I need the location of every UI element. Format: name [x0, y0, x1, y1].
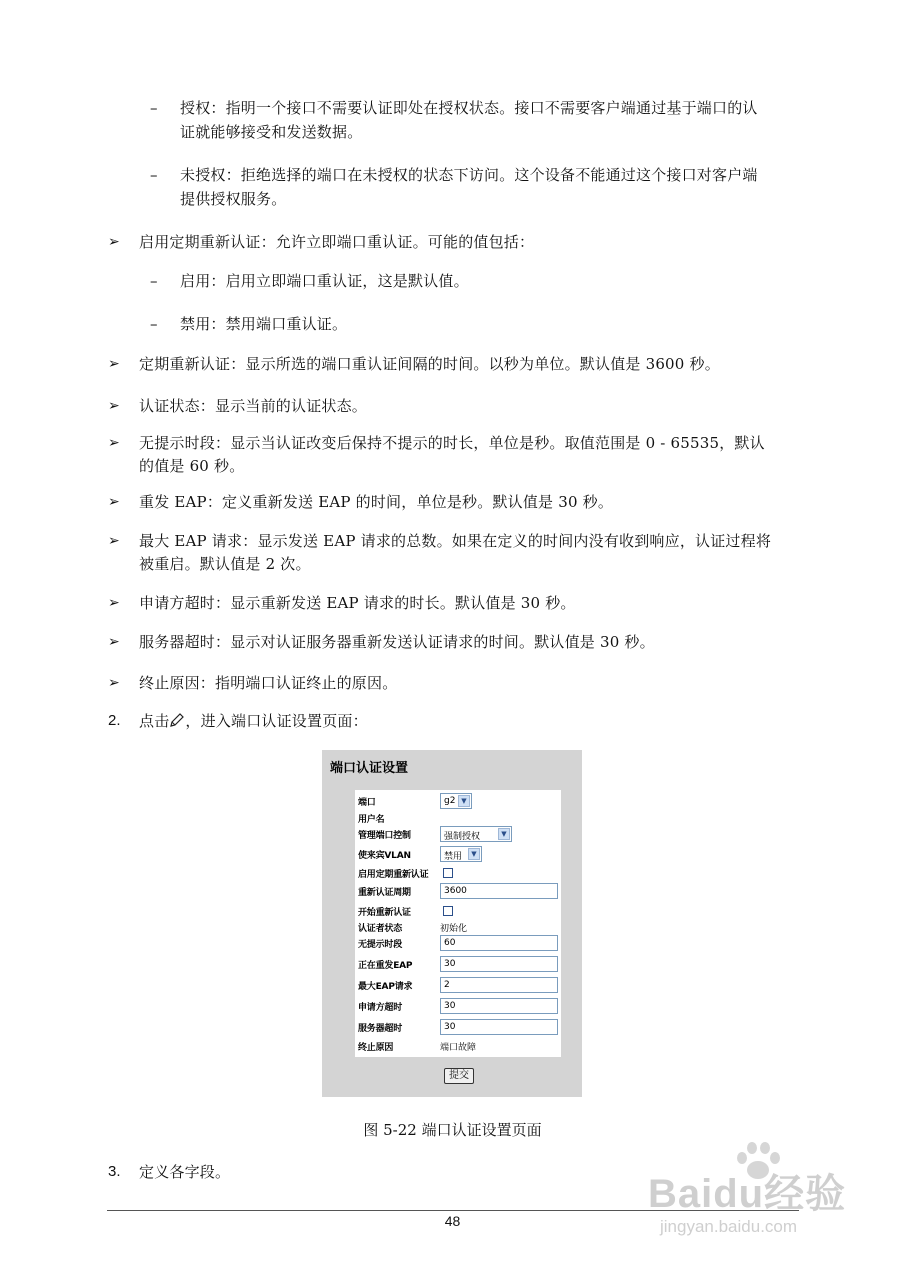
- figure-title: 端口认证设置: [330, 761, 409, 776]
- watermark-logo: Baidu经验: [648, 1172, 847, 1216]
- resend-eap-input[interactable]: 30: [440, 956, 558, 972]
- arrow-bullet-icon: ➢: [108, 533, 120, 549]
- dash-bullet: –: [150, 315, 158, 333]
- baidu-watermark: [640, 1140, 870, 1250]
- chevron-down-icon: ▼: [498, 828, 510, 840]
- page-number: 48: [444, 1213, 461, 1229]
- max-eap-row: 最大EAP请求 2: [355, 977, 561, 995]
- arrow-bullet-icon: ➢: [108, 494, 120, 510]
- supplicant-timeout-input[interactable]: 30: [440, 998, 558, 1014]
- server-timeout-input[interactable]: 30: [440, 1019, 558, 1035]
- submit-button[interactable]: 提交: [444, 1068, 474, 1084]
- bullet-resend-eap: 重发 EAP：定义重新发送 EAP 的时间，单位是秒。默认值是 30 秒。: [139, 493, 614, 511]
- arrow-bullet-icon: ➢: [108, 634, 120, 650]
- bullet-quiet-period-line2: 的值是 60 秒。: [139, 457, 245, 475]
- dash-item-unauthorized-line2: 提供授权服务。: [180, 190, 287, 208]
- admin-control-row: 管理端口控制 强制授权 ▼: [355, 826, 561, 844]
- max-eap-input[interactable]: 2: [440, 977, 558, 993]
- periodic-reauth-text: 启用定期重新认证：允许立即端口重认证。可能的值包括：: [139, 233, 535, 251]
- step-number: 2.: [108, 712, 121, 729]
- step2-text: 点击 ，进入端口认证设置页面：: [139, 712, 368, 730]
- quiet-period-row: 无提示时段 60: [355, 935, 561, 953]
- bullet-reauth-period: 定期重新认证：显示所选的端口重认证间隔的时间。以秒为单位。默认值是 3600 秒。: [139, 355, 720, 373]
- quiet-period-input[interactable]: 60: [440, 935, 558, 951]
- edit-pencil-icon: [169, 712, 185, 728]
- chevron-down-icon: ▼: [458, 795, 470, 807]
- arrow-bullet-icon: ➢: [108, 234, 120, 250]
- watermark-url: jingyan.baidu.com: [660, 1217, 798, 1236]
- bullet-max-eap-line2: 被重启。默认值是 2 次。: [139, 555, 311, 573]
- periodic-reauth-disable: 禁用：禁用端口重认证。: [180, 315, 348, 333]
- dash-bullet: –: [150, 99, 158, 117]
- port-auth-settings-screenshot: [322, 750, 582, 1097]
- arrow-bullet-icon: ➢: [108, 675, 120, 691]
- dash-bullet: –: [150, 272, 158, 290]
- port-row: 端口 g2 ▼: [355, 793, 561, 811]
- username-row: 用户名: [358, 815, 385, 825]
- arrow-bullet-icon: ➢: [108, 595, 120, 611]
- settings-form: [355, 790, 561, 1057]
- bullet-supplicant-timeout: 申请方超时：显示重新发送 EAP 请求的时长。默认值是 30 秒。: [139, 594, 576, 612]
- guest-vlan-select[interactable]: 禁用 ▼: [440, 846, 482, 862]
- step-number: 3.: [108, 1163, 121, 1180]
- dash-item-authorized-line2: 证就能够接受和发送数据。: [180, 123, 363, 141]
- bullet-auth-state: 认证状态：显示当前的认证状态。: [139, 397, 368, 415]
- server-timeout-row: 服务器超时 30: [355, 1019, 561, 1037]
- auth-state-row: 认证者状态 初始化: [355, 919, 561, 937]
- arrow-bullet-icon: ➢: [108, 398, 120, 414]
- enable-reauth-checkbox[interactable]: [443, 868, 453, 878]
- resend-eap-row: 正在重发EAP 30: [355, 956, 561, 974]
- dash-item-authorized-line1: 授权：指明一个接口不需要认证即处在授权状态。接口不需要客户端通过基于端口的认: [180, 99, 758, 117]
- bullet-termination: 终止原因：指明端口认证终止的原因。: [139, 674, 398, 692]
- step3-text: 定义各字段。: [139, 1163, 231, 1181]
- periodic-reauth-enable: 启用：启用立即端口重认证，这是默认值。: [180, 272, 469, 290]
- start-reauth-checkbox[interactable]: [443, 906, 453, 916]
- reauth-period-input[interactable]: 3600: [440, 883, 558, 899]
- guest-vlan-row: 使来宾VLAN 禁用 ▼: [355, 846, 561, 864]
- reauth-period-row: 重新认证周期 3600: [355, 883, 561, 901]
- port-select[interactable]: g2 ▼: [440, 793, 472, 809]
- chevron-down-icon: ▼: [468, 848, 480, 860]
- arrow-bullet-icon: ➢: [108, 356, 120, 372]
- start-reauth-row: 开始重新认证: [355, 903, 561, 921]
- auth-state-value: 初始化: [440, 924, 468, 934]
- arrow-bullet-icon: ➢: [108, 435, 120, 451]
- bullet-server-timeout: 服务器超时：显示对认证服务器重新发送认证请求的时间。默认值是 30 秒。: [139, 633, 655, 651]
- bullet-max-eap-line1: 最大 EAP 请求：显示发送 EAP 请求的总数。如果在定义的时间内没有收到响应，认证过程将: [139, 532, 772, 550]
- supplicant-timeout-row: 申请方超时 30: [355, 998, 561, 1016]
- termination-row: 终止原因 端口故障: [355, 1038, 561, 1056]
- bullet-quiet-period-line1: 无提示时段：显示当认证改变后保持不提示的时长，单位是秒。取值范围是 0 - 65535，默认: [139, 434, 765, 452]
- dash-bullet: –: [150, 166, 158, 184]
- termination-value: 端口故障: [440, 1043, 477, 1053]
- figure-caption: 图 5-22 端口认证设置页面: [363, 1121, 542, 1139]
- enable-reauth-row: 启用定期重新认证: [355, 865, 561, 883]
- admin-control-select[interactable]: 强制授权 ▼: [440, 826, 512, 842]
- dash-item-unauthorized-line1: 未授权：拒绝选择的端口在未授权的状态下访问。这个设备不能通过这个接口对客户端: [180, 166, 758, 184]
